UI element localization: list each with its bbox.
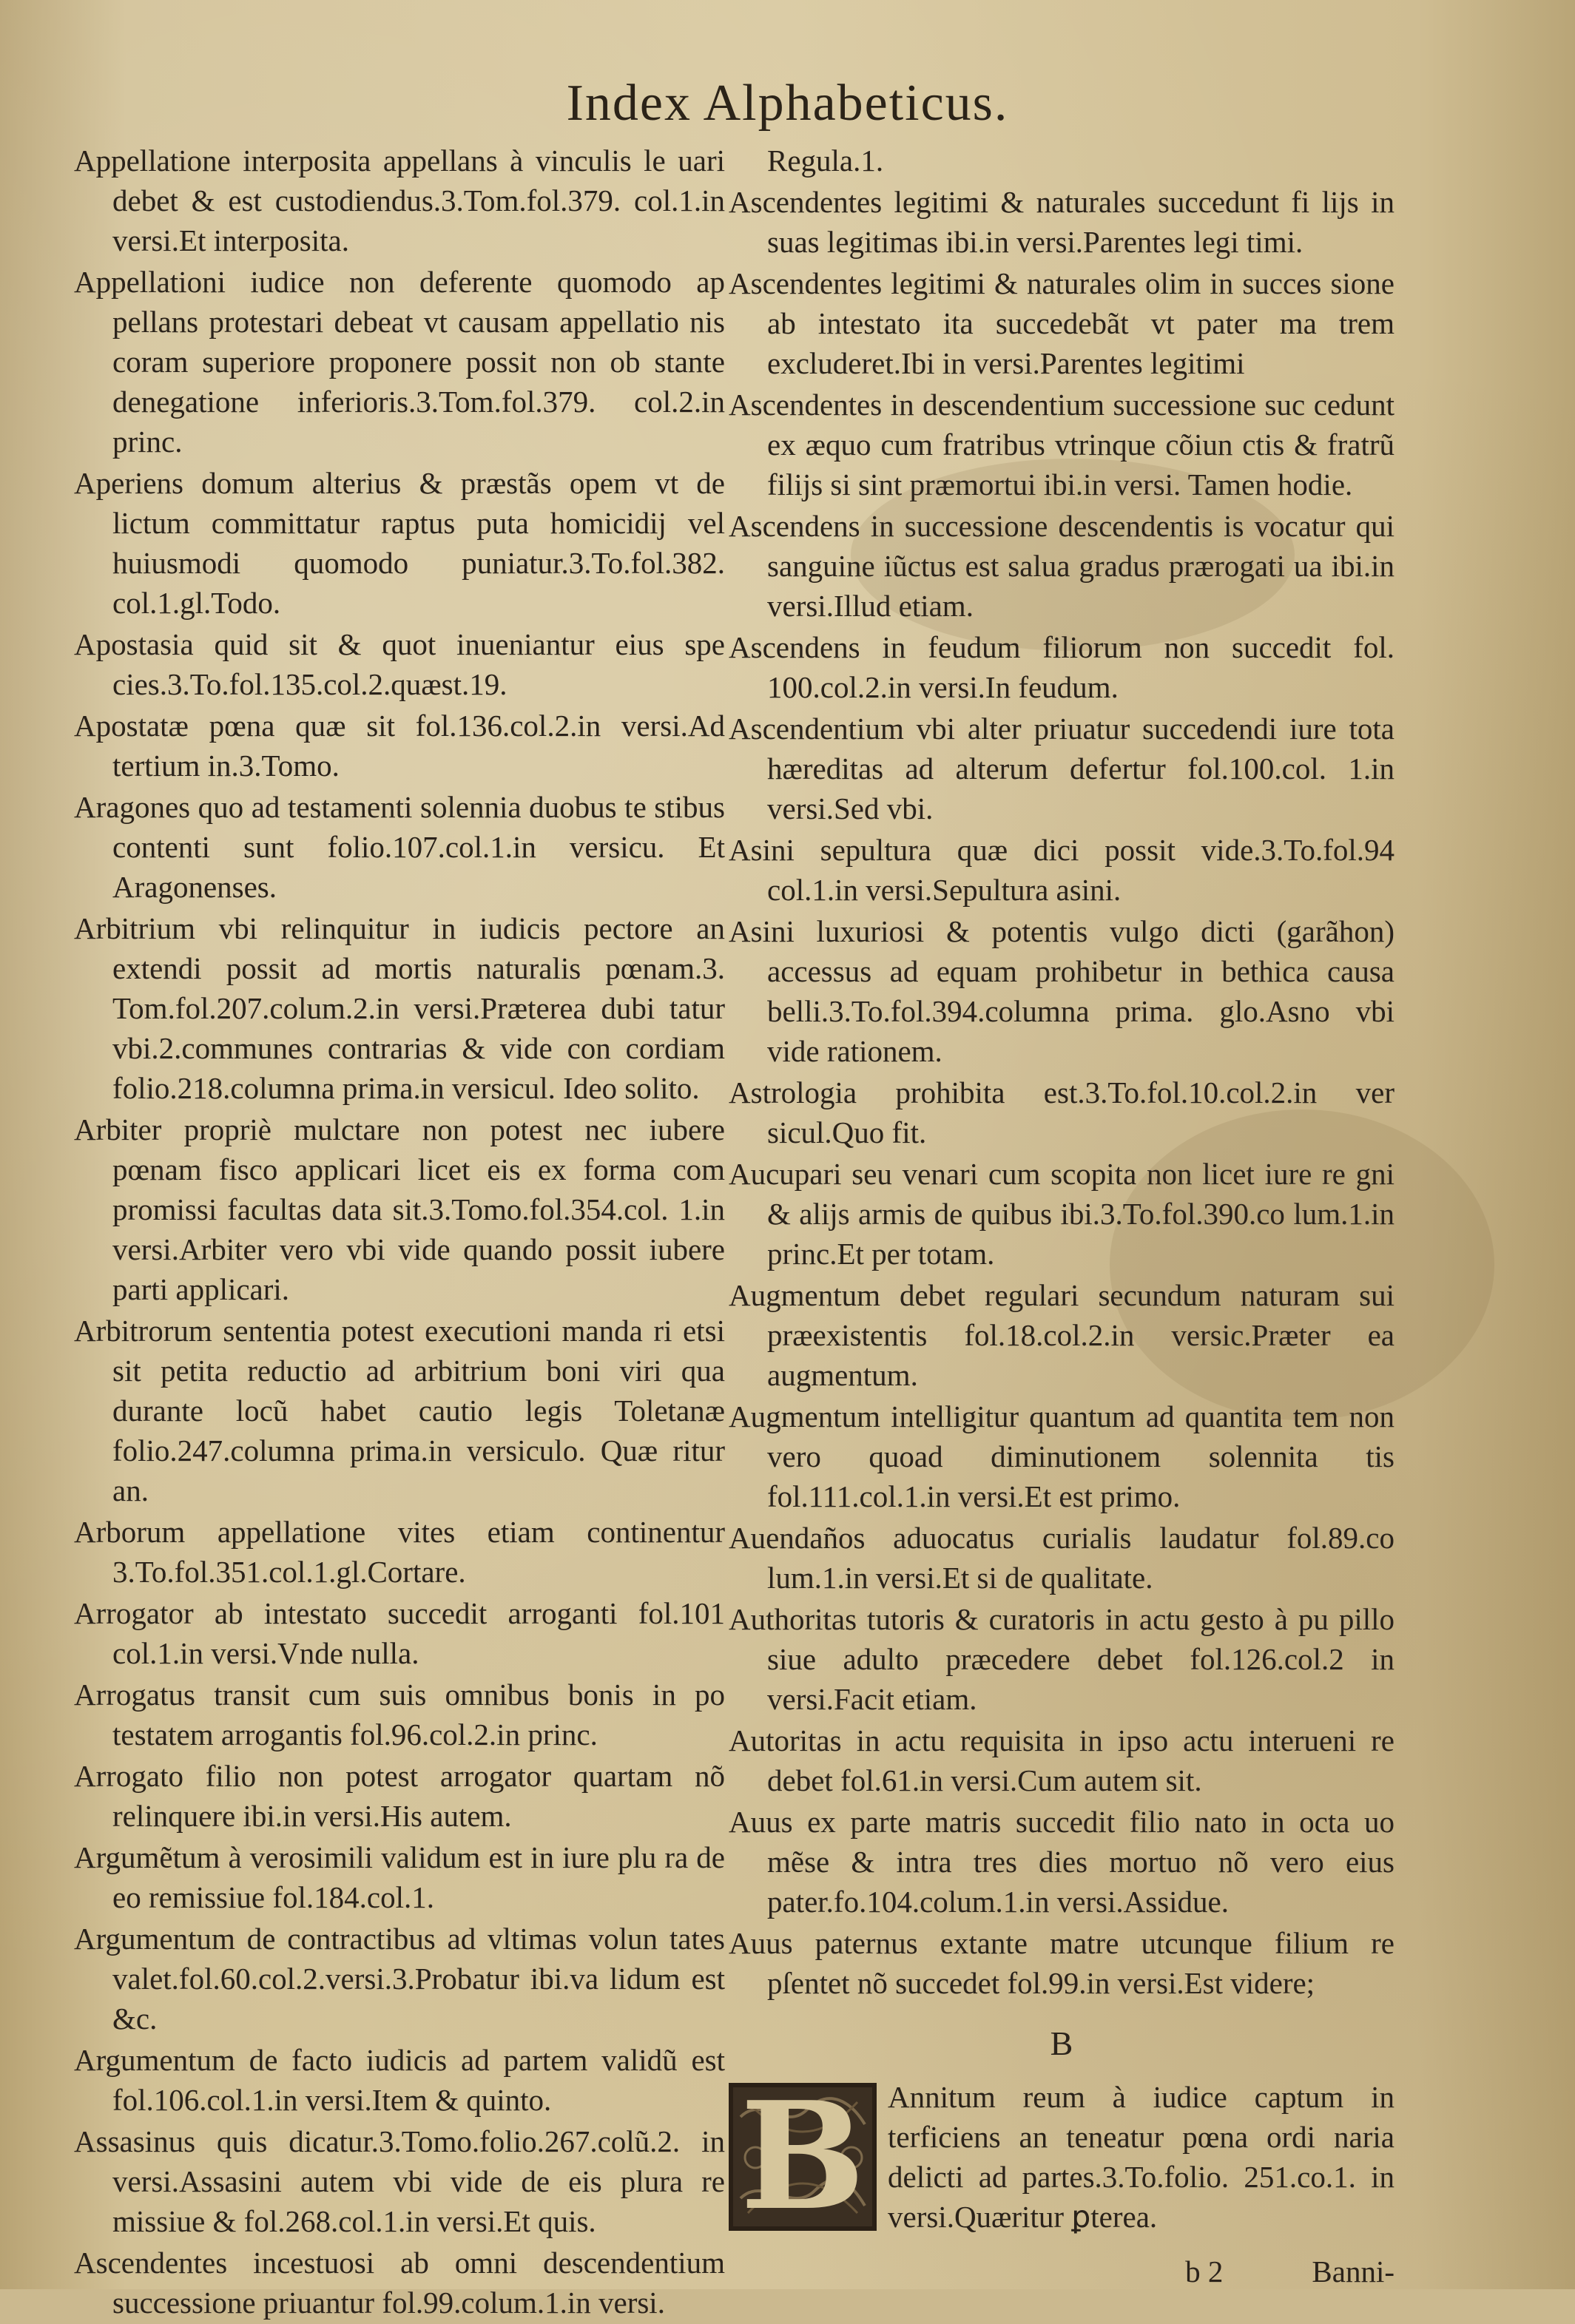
section-b-first-entry: [729, 2070, 1394, 2247]
index-entry: Ascendens in feudum filiorum non succedit fol. 100.col.2.in versi.In feudum.: [729, 630, 1394, 704]
index-entry: Apostatæ pœna quæ sit fol.136.col.2.in versi.Ad tertium in.3.Tomo.: [74, 709, 725, 783]
decorated-initial: [729, 2070, 877, 2243]
index-entry: Asini sepultura quæ dici possit vide.3.To.fol.94 col.1.in versi.Sepultura asini.: [729, 833, 1394, 907]
initial-letter: B: [740, 2070, 866, 2243]
index-entry: Ascendentes incestuosi ab omni descendentium successione priuantur fol.99.colum.1.in versi.: [74, 2246, 725, 2320]
index-entry: Auus paternus extante matre utcunque filium re pſentet nõ succedet fol.99.in versi.Est videre;: [729, 1926, 1394, 2000]
index-entry: Authoritas tutoris & curatoris in actu gesto à pu pillo siue adulto præcedere debet fol.126.col.2 in versi.Facit etiam.: [729, 1602, 1394, 1716]
index-entry: Augmentum intelligitur quantum ad quantita tem non vero quoad diminutionem solennita tis fol.111.col.1.in versi.Et est primo.: [729, 1399, 1394, 1513]
index-entry: Augmentum debet regulari secundum naturam sui præexistentis fol.18.col.2.in versic.Præter ea augmentum.: [729, 1278, 1394, 1392]
index-entry: Ascendentes legitimi & naturales olim in succes sione ab intestato ita succedebãt vt pater ma trem excluderet.Ibi in versi.Parentes legitimi: [729, 266, 1394, 380]
index-entry: Aperiens domum alterius & præstãs opem vt de lictum committatur raptus puta homicidij vel huiusmodi quomodo puniatur.3.To.fol.382. col.1.gl.Todo.: [74, 466, 725, 620]
index-entry: Arbitrorum sententia potest executioni manda ri etsi sit petita reductio ad arbitrium boni viri qua durante locũ habet cautio legis Toletanæ folio.247.columna prima.in versiculo. Quæ ritur an.: [74, 1314, 725, 1507]
index-entry: Assasinus quis dicatur.3.Tomo.folio.267.colũ.2. in versi.Assasini autem vbi vide de eis plura re missiue & fol.268.col.1.in versi.Et quis.: [74, 2124, 725, 2238]
index-entry: Arborum appellatione vites etiam continentur 3.To.fol.351.col.1.gl.Cortare.: [74, 1515, 725, 1589]
right-column-entries: [729, 182, 1394, 2003]
index-entry: Argumentum de contractibus ad vltimas volun tates valet.fol.60.col.2.versi.3.Probatur ibi.va lidum est &c.: [74, 1922, 725, 2036]
index-entry: Aragones quo ad testamenti solennia duobus te stibus contenti sunt folio.107.col.1.in versicu. Et Aragonenses.: [74, 790, 725, 904]
index-entry: Arbiter propriè mulctare non potest nec iubere pœnam fisco applicari licet eis ex forma com promissi facultas data sit.3.Tomo.fol.354.col. 1.in versi.Arbiter vero vbi vide quando possit iubere parti applicari.: [74, 1112, 725, 1306]
right-column: [729, 141, 1394, 2291]
index-entry: Autoritas in actu requisita in ipso actu interueni re debet fol.61.in versi.Cum autem sit.: [729, 1723, 1394, 1797]
index-entry: Ascendentes in descendentium successione suc cedunt ex æquo cum fratribus vtrinque cõiun ctis & fratrũ filijs si sint præmortui ibi.in versi. Tamen hodie.: [729, 388, 1394, 501]
left-column: [74, 141, 725, 2324]
index-entry: Arrogatus transit cum suis omnibus bonis in po testatem arrogantis fol.96.col.2.in princ.: [74, 1678, 725, 1752]
b-entry-text: Annitum reum à iudice captum in terficiens an teneatur pœna ordi naria delicti ad partes.3.To.folio. 251.co.1. in versi.Quæritur ꝑterea.: [888, 2080, 1394, 2234]
section-letter: B: [1050, 2024, 1073, 2062]
index-entry: Astrologia prohibita est.3.To.fol.10.col.2.in ver sicul.Quo fit.: [729, 1075, 1394, 1149]
index-entry: Arrogato filio non potest arrogator quartam nõ relinquere ibi.in versi.His autem.: [74, 1759, 725, 1833]
running-head: Index Alphabeticus.: [566, 75, 1009, 132]
index-entry: Ascendentes legitimi & naturales succedunt fi lijs in suas legitimas ibi.in versi.Parentes legi timi.: [729, 185, 1394, 259]
continued-entry: Regula.1.: [767, 143, 884, 178]
index-entry: Arrogator ab intestato succedit arroganti fol.101 col.1.in versi.Vnde nulla.: [74, 1596, 725, 1670]
catchword: Banni-: [1312, 2254, 1394, 2288]
index-entry: Auus ex parte matris succedit filio nato in octa uo mẽse & intra tres dies mortuo nõ vero eius pater.fo.104.colum.1.in versi.Assidue.: [729, 1805, 1394, 1919]
index-entry: Argumentum de facto iudicis ad partem validũ est fol.106.col.1.in versi.Item & quinto.: [74, 2043, 725, 2117]
index-entry: Argumẽtum à verosimili validum est in iure plu ra de eo remissiue fol.184.col.1.: [74, 1840, 725, 1914]
index-entry: Auendaños aduocatus curialis laudatur fol.89.co lum.1.in versi.Et si de qualitate.: [729, 1521, 1394, 1595]
index-entry: Asini luxuriosi & potentis vulgo dicti (garãhon) accessus ad equam prohibetur in bethica causa belli.3.To.fol.394.columna prima. glo.Asno vbi vide rationem.: [729, 914, 1394, 1068]
index-entry: Appellationi iudice non deferente quomodo ap pellans protestari debeat vt causam appellatio nis coram superiore proponere possit non ob stante denegatione inferioris.3.Tom.fol.379. col.2.in princ.: [74, 265, 725, 459]
index-entry: Apostasia quid sit & quot inueniantur eius spe cies.3.To.fol.135.col.2.quæst.19.: [74, 627, 725, 701]
signature-mark: b 2: [1185, 2254, 1224, 2288]
index-entry: Appellatione interposita appellans à vinculis le uari debet & est custodiendus.3.Tom.fol.379. col.1.in versi.Et interposita.: [74, 143, 725, 257]
index-entry: Arbitrium vbi relinquitur in iudicis pectore an extendi possit ad mortis naturalis pœnam.3. Tom.fol.207.colum.2.in versi.Præterea dubi tatur vbi.2.communes contrarias & vide con cordiam folio.218.columna prima.in versicul. Ideo solito.: [74, 911, 725, 1105]
index-entry: Aucupari seu venari cum scopita non licet iure re gni & alijs armis de quibus ibi.3.To.fol.390.co lum.1.in princ.Et per totam.: [729, 1157, 1394, 1271]
index-entry: Ascendentium vbi alter priuatur succedendi iure tota hæreditas ad alterum defertur fol.100.col. 1.in versi.Sed vbi.: [729, 712, 1394, 825]
index-entry: Ascendens in successione descendentis is vocatur qui sanguine iũctus est salua gradus prærogati ua ibi.in versi.Illud etiam.: [729, 509, 1394, 623]
page-footer: [729, 2252, 1394, 2291]
